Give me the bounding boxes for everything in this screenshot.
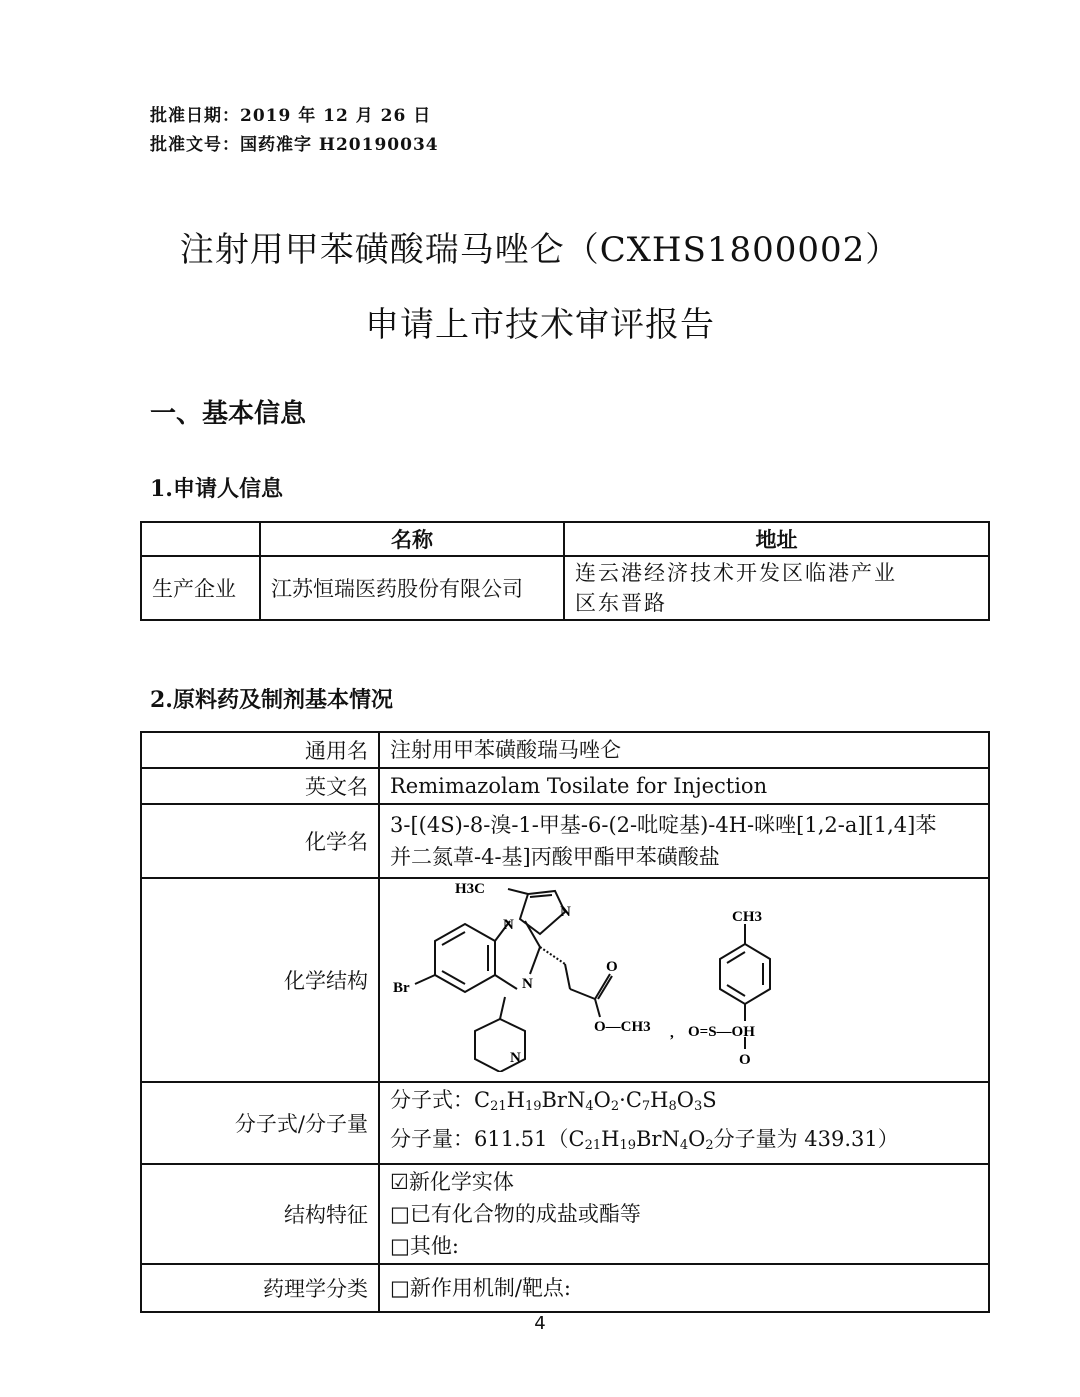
atom-n1: N [503,917,514,933]
atom-ch3: CH3 [732,909,762,925]
mw-value: 611.51（ [474,1127,569,1151]
table-row [141,878,989,1082]
document-subtitle: 申请上市技术审评报告 [365,305,715,345]
chem-name-line-1: 3-[(4S)-8-溴-1-甲基-6-(2-吡啶基)-4H-咪唑[1,2-a][1,4]苯 [390,813,937,837]
atom-n4: N [510,1050,521,1066]
applicant-heading: 1.申请人信息 [150,476,283,502]
applicant-table [140,521,990,621]
table-row [141,1264,989,1312]
molecular-weight: 分子量：$611.51(C_{21}H_{19}BrN_4O_2$分子量为 439.31） [390,1127,899,1153]
option-other: □其他: [390,1234,459,1258]
table-row [141,768,989,804]
table-header-row [141,522,989,556]
molecular-formula: 分子式：$C_{21}H_{19}BrN_4O_2\cdot C_7H_8O_3S$ [390,1088,717,1114]
chem-name-line-2: 并二氮䓬-4-基]丙酸甲酯甲苯磺酸盐 [390,845,720,869]
drug-info-table [140,731,990,1313]
company-address [564,556,989,620]
atom-sulfonic: O=S—OH [688,1024,755,1040]
atom-comma: , [670,1025,674,1041]
formula-prefix: 分子式： [390,1088,474,1112]
document-title: 注射用甲苯磺酸瑞马唑仑（CXHS1800002） [179,230,901,270]
formula-cell [379,1082,989,1164]
drug-heading: 2.原料药及制剂基本情况 [150,687,393,713]
formula-label: 分子式/分子量 [141,1082,379,1164]
page-number: 4 [534,1313,546,1334]
table-row [141,732,989,768]
atom-n3: N [522,976,533,992]
approval-date: 批准日期：2019 年 12 月 26 日 [150,106,432,126]
atom-o1: O [606,959,618,975]
generic-name-label: 通用名 [141,732,379,768]
row-label-manufacturer: 生产企业 [141,556,260,620]
header-name: 名称 [260,522,564,556]
table-row [141,556,989,620]
pharm-class-label: 药理学分类 [141,1264,379,1312]
approval-number: 批准文号：国药准字 H20190034 [150,135,439,155]
table-row [141,1082,989,1164]
address-line-1: 连云港经济技术开发区临港产业 [575,561,897,585]
generic-name: 注射用甲苯磺酸瑞马唑仑 [379,732,989,768]
mw-note: 分子量为 439.31） [713,1127,899,1151]
atom-br: Br [393,980,410,996]
option-salt-or-ester: □已有化合物的成盐或酯等 [390,1202,641,1226]
table-row [141,804,989,878]
header-address: 地址 [564,522,989,556]
option-new-chemical-entity: ☑新化学实体 [390,1170,514,1194]
english-name-label: 英文名 [141,768,379,804]
chemical-structure-image [380,879,980,1072]
empty-header-cell [141,522,260,556]
atom-h3c: H3C [455,881,485,897]
structure-feature-options [379,1164,989,1264]
chem-name-label: 化学名 [141,804,379,878]
section-heading-basic-info: 一、基本信息 [150,399,307,429]
table-row [141,1164,989,1264]
company-name: 江苏恒瑞医药股份有限公司 [260,556,564,620]
structure-cell [379,878,989,1082]
pharm-class-option: □新作用机制/靶点: [379,1264,989,1312]
structure-label: 化学结构 [141,878,379,1082]
chem-name [379,804,989,878]
atom-o2: O [739,1052,751,1068]
address-line-2: 区东晋路 [575,591,667,615]
structure-feature-label: 结构特征 [141,1164,379,1264]
english-name: Remimazolam Tosilate for Injection [379,768,989,804]
atom-och3: O—CH3 [594,1019,651,1035]
mw-prefix: 分子量： [390,1127,474,1151]
atom-n2: N [560,904,571,920]
